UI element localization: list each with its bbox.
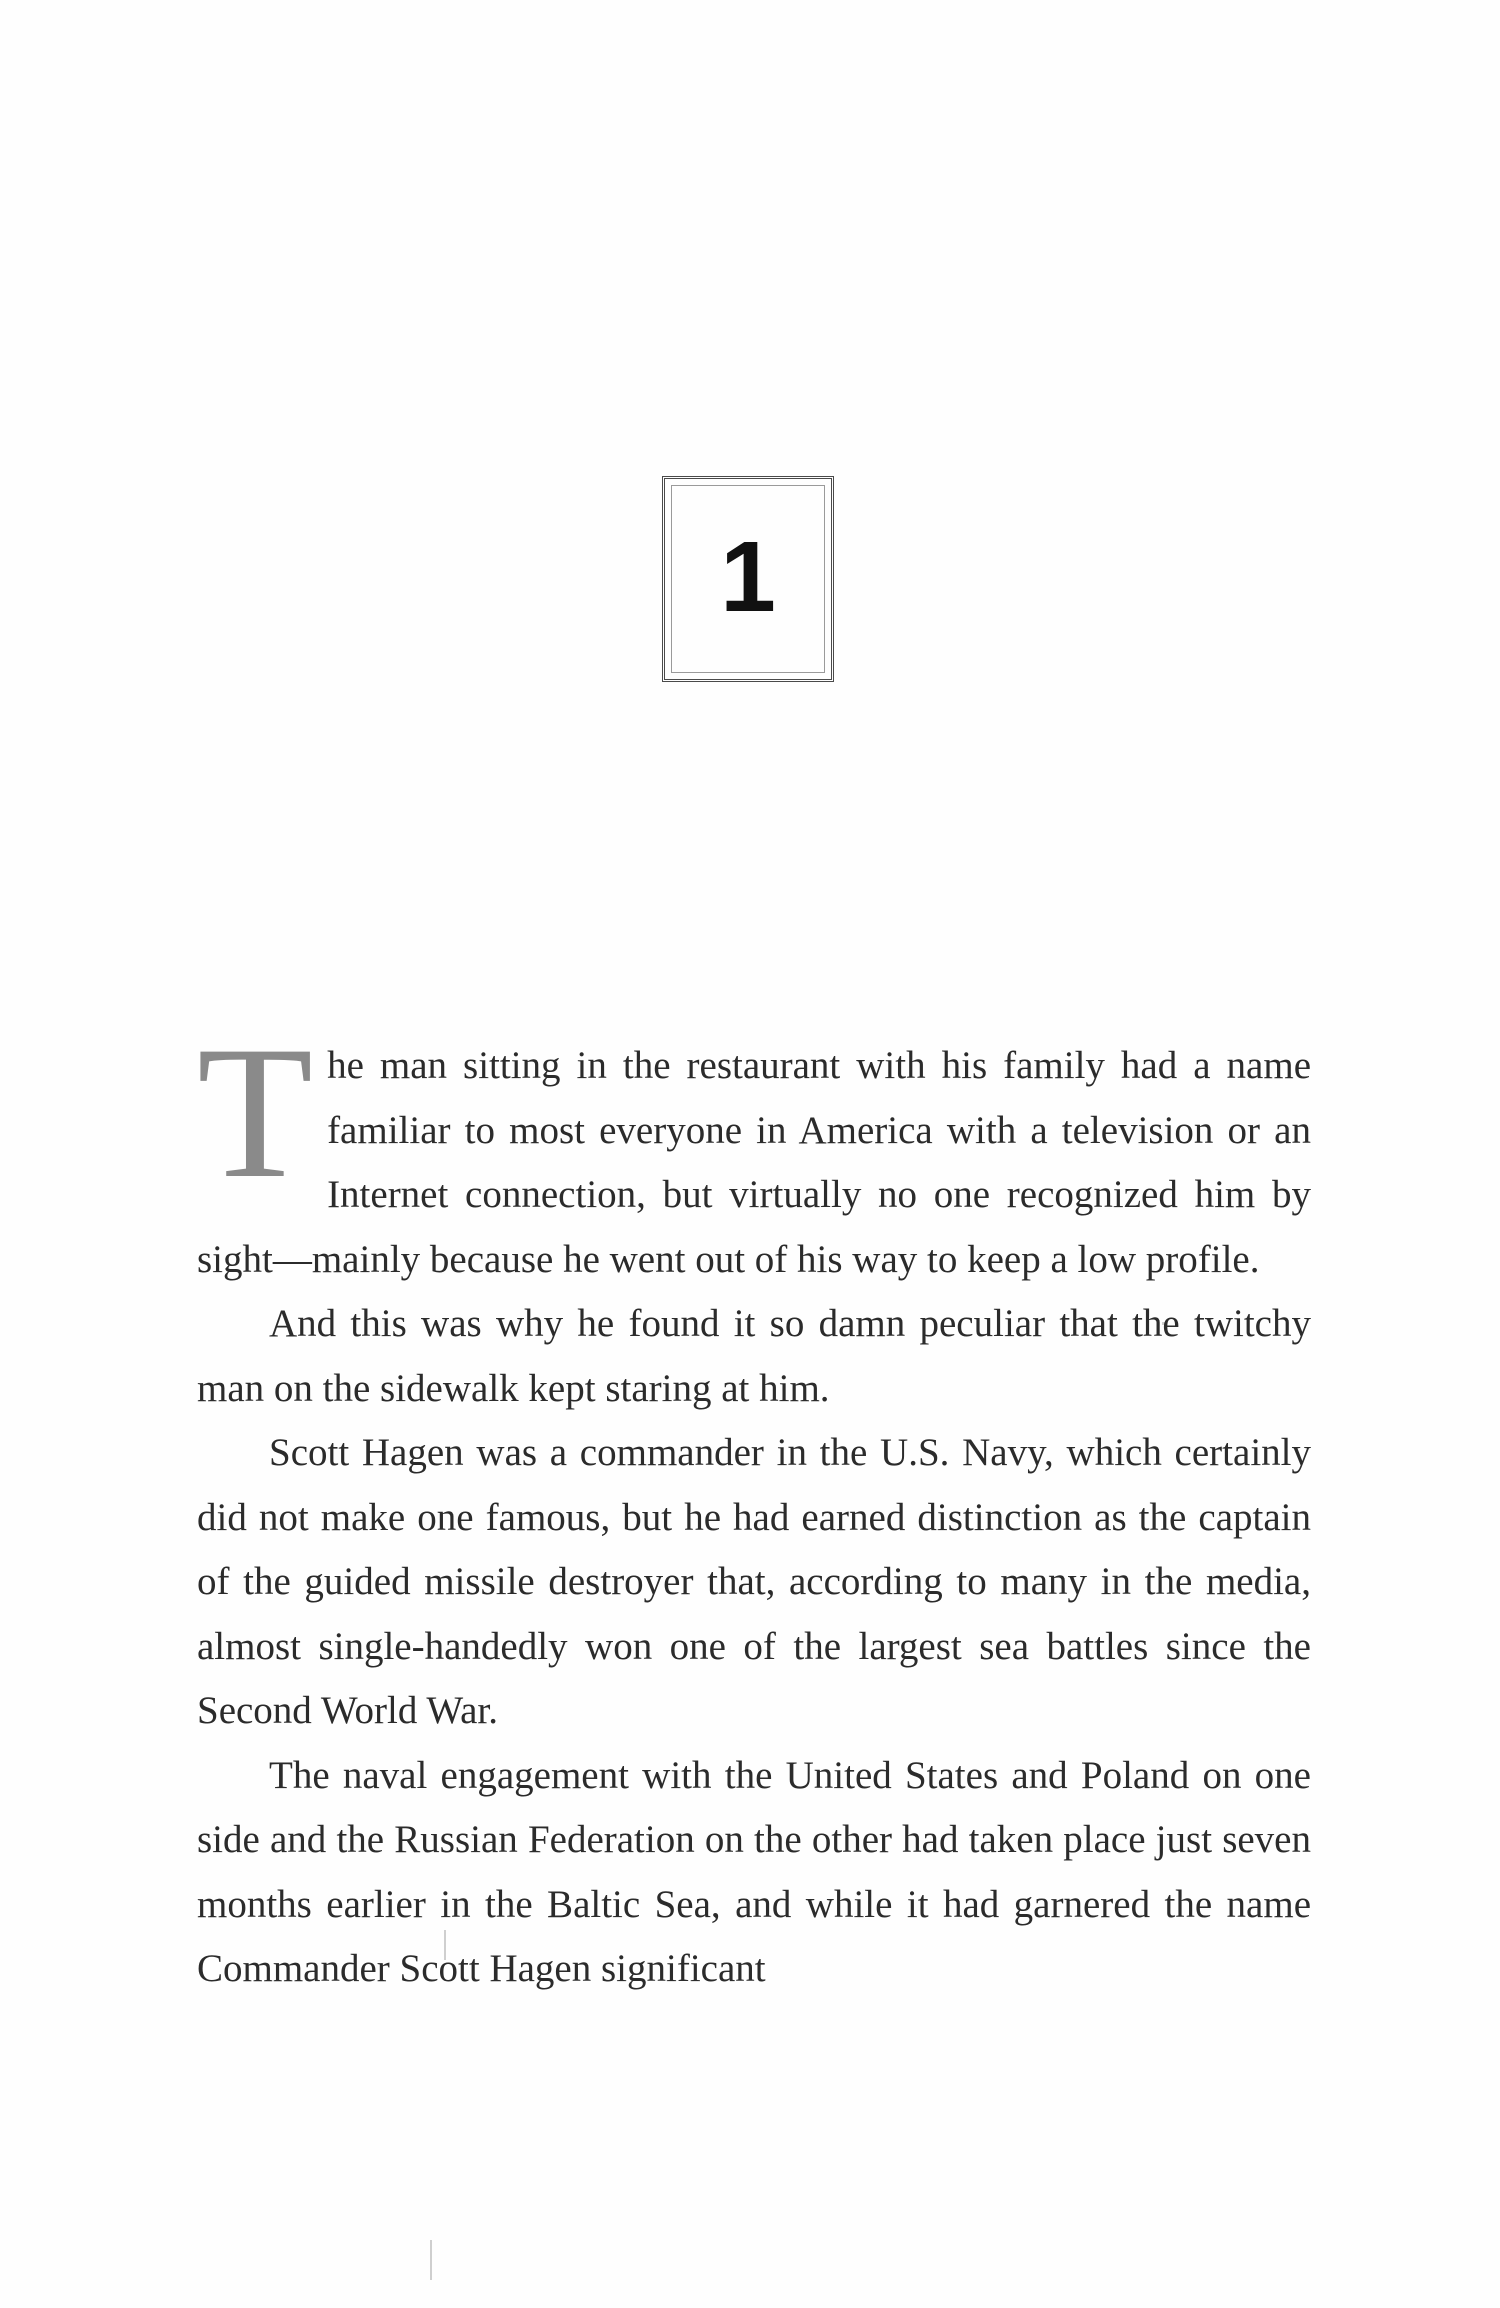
drop-cap: T — [197, 1008, 314, 1218]
opening-words: he man sitting in the restaurant with his family had a name familiar to most everyone in America with a television or an Internet connection, — [327, 1044, 1311, 1216]
chapter-number: 1 — [720, 521, 776, 633]
paragraph-1-rest: but virtually no one recognized him by sight—mainly because he went out of his way to keep a low profile. — [197, 1173, 1311, 1281]
chapter-number-box — [662, 476, 834, 682]
paragraph-1 — [197, 1008, 1311, 1292]
paragraph-2: And this was why he found it so damn peculiar that the twitchy man on the sidewalk kept staring at him. — [197, 1302, 1311, 1410]
scan-mark — [430, 2240, 432, 2280]
paragraph-4: The naval engagement with the United States and Poland on one side and the Russian Federation on the other had taken place just seven months earlier in the Baltic Sea, and while it had garnered the name Commander Scott Hagen significant — [197, 1753, 1311, 1990]
chapter-body-text — [197, 1008, 1311, 2002]
paragraph-3: Scott Hagen was a commander in the U.S. Navy, which certainly did not make one famous, but he had earned distinction as the captain of the guided missile destroyer that, according to many in the media, almost single-handedly won one of the largest sea battles since the Second World War. — [197, 1431, 1311, 1732]
